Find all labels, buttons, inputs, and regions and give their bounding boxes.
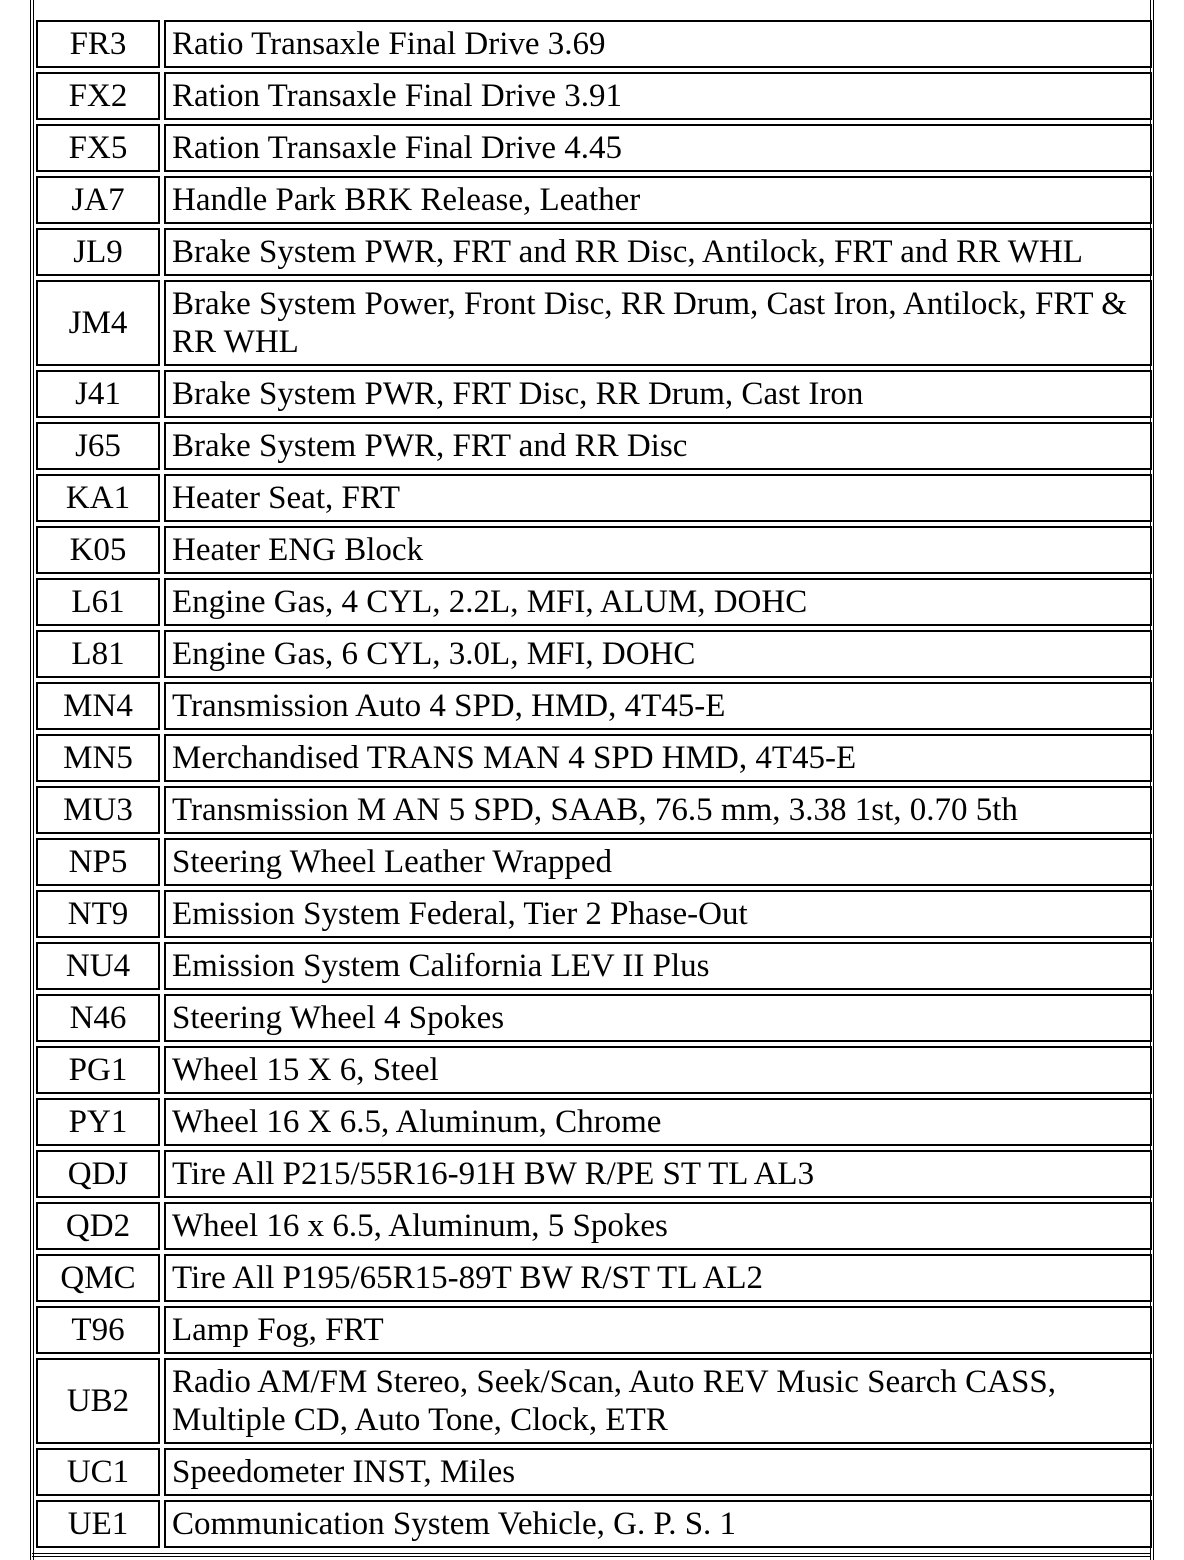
table-row — [36, 228, 1152, 276]
option-description: Steering Wheel Leather Wrapped — [164, 838, 1152, 886]
option-code: NT9 — [36, 890, 160, 938]
option-description: Steering Wheel 4 Spokes — [164, 994, 1152, 1042]
option-description: Ration Transaxle Final Drive 4.45 — [164, 124, 1152, 172]
table-row — [36, 1202, 1152, 1250]
option-code: L61 — [36, 578, 160, 626]
table-row — [36, 370, 1152, 418]
option-description: Emission System Federal, Tier 2 Phase-Out — [164, 890, 1152, 938]
option-code: MN5 — [36, 734, 160, 782]
table-row — [36, 20, 1152, 68]
table-row — [36, 786, 1152, 834]
table-row — [36, 1098, 1152, 1146]
table-row — [36, 1306, 1152, 1354]
option-description: Engine Gas, 4 CYL, 2.2L, MFI, ALUM, DOHC — [164, 578, 1152, 626]
table-row — [36, 474, 1152, 522]
table-row — [36, 734, 1152, 782]
table-row — [36, 1500, 1152, 1548]
option-description: Transmission Auto 4 SPD, HMD, 4T45-E — [164, 682, 1152, 730]
table-row — [36, 1046, 1152, 1094]
option-code: JL9 — [36, 228, 160, 276]
option-code: PG1 — [36, 1046, 160, 1094]
option-description: Transmission M AN 5 SPD, SAAB, 76.5 mm, 3.38 1st, 0.70 5th — [164, 786, 1152, 834]
table-row — [36, 72, 1152, 120]
option-code: JA7 — [36, 176, 160, 224]
option-description: Radio AM/FM Stereo, Seek/Scan, Auto REV Music Search CASS, Multiple CD, Auto Tone, Clock, ETR — [164, 1358, 1152, 1444]
table-row — [36, 526, 1152, 574]
option-description: Wheel 15 X 6, Steel — [164, 1046, 1152, 1094]
option-code: PY1 — [36, 1098, 160, 1146]
option-description: Heater Seat, FRT — [164, 474, 1152, 522]
option-code: QD2 — [36, 1202, 160, 1250]
option-description: Heater ENG Block — [164, 526, 1152, 574]
option-description: Brake System Power, Front Disc, RR Drum, Cast Iron, Antilock, FRT & RR WHL — [164, 280, 1152, 366]
table-row — [36, 1254, 1152, 1302]
option-code: NP5 — [36, 838, 160, 886]
option-description: Ration Transaxle Final Drive 3.91 — [164, 72, 1152, 120]
table-row — [36, 578, 1152, 626]
table-row — [36, 890, 1152, 938]
option-code: MN4 — [36, 682, 160, 730]
option-code: L81 — [36, 630, 160, 678]
option-code: MU3 — [36, 786, 160, 834]
table-row — [36, 176, 1152, 224]
option-code: K05 — [36, 526, 160, 574]
option-code: NU4 — [36, 942, 160, 990]
option-description: Brake System PWR, FRT and RR Disc — [164, 422, 1152, 470]
option-description: Tire All P215/55R16-91H BW R/PE ST TL AL3 — [164, 1150, 1152, 1198]
table-row — [36, 942, 1152, 990]
table-row — [36, 280, 1152, 366]
option-code: QDJ — [36, 1150, 160, 1198]
option-description: Engine Gas, 6 CYL, 3.0L, MFI, DOHC — [164, 630, 1152, 678]
option-description: Emission System California LEV II Plus — [164, 942, 1152, 990]
option-description: Brake System PWR, FRT and RR Disc, Antilock, FRT and RR WHL — [164, 228, 1152, 276]
option-code: J65 — [36, 422, 160, 470]
table-row — [36, 1358, 1152, 1444]
option-code: UB2 — [36, 1358, 160, 1444]
option-code: FX2 — [36, 72, 160, 120]
option-code: FR3 — [36, 20, 160, 68]
options-table — [36, 20, 1152, 1552]
option-code: QMC — [36, 1254, 160, 1302]
table-bottom-border — [32, 1553, 1150, 1557]
option-description: Lamp Fog, FRT — [164, 1306, 1152, 1354]
option-description: Handle Park BRK Release, Leather — [164, 176, 1152, 224]
option-description: Wheel 16 x 6.5, Aluminum, 5 Spokes — [164, 1202, 1152, 1250]
option-code: UC1 — [36, 1448, 160, 1496]
table-row — [36, 422, 1152, 470]
option-code: N46 — [36, 994, 160, 1042]
option-description: Speedometer INST, Miles — [164, 1448, 1152, 1496]
option-description: Wheel 16 X 6.5, Aluminum, Chrome — [164, 1098, 1152, 1146]
table-row — [36, 124, 1152, 172]
table-row — [36, 630, 1152, 678]
option-code: FX5 — [36, 124, 160, 172]
option-description: Communication System Vehicle, G. P. S. 1 — [164, 1500, 1152, 1548]
option-code: UE1 — [36, 1500, 160, 1548]
option-code: J41 — [36, 370, 160, 418]
option-code: JM4 — [36, 280, 160, 366]
table-row — [36, 1448, 1152, 1496]
option-description: Brake System PWR, FRT Disc, RR Drum, Cast Iron — [164, 370, 1152, 418]
option-description: Tire All P195/65R15-89T BW R/ST TL AL2 — [164, 1254, 1152, 1302]
table-row — [36, 838, 1152, 886]
option-description: Ratio Transaxle Final Drive 3.69 — [164, 20, 1152, 68]
option-code: KA1 — [36, 474, 160, 522]
table-row — [36, 682, 1152, 730]
table-row — [36, 994, 1152, 1042]
option-code: T96 — [36, 1306, 160, 1354]
option-description: Merchandised TRANS MAN 4 SPD HMD, 4T45-E — [164, 734, 1152, 782]
table-row — [36, 1150, 1152, 1198]
